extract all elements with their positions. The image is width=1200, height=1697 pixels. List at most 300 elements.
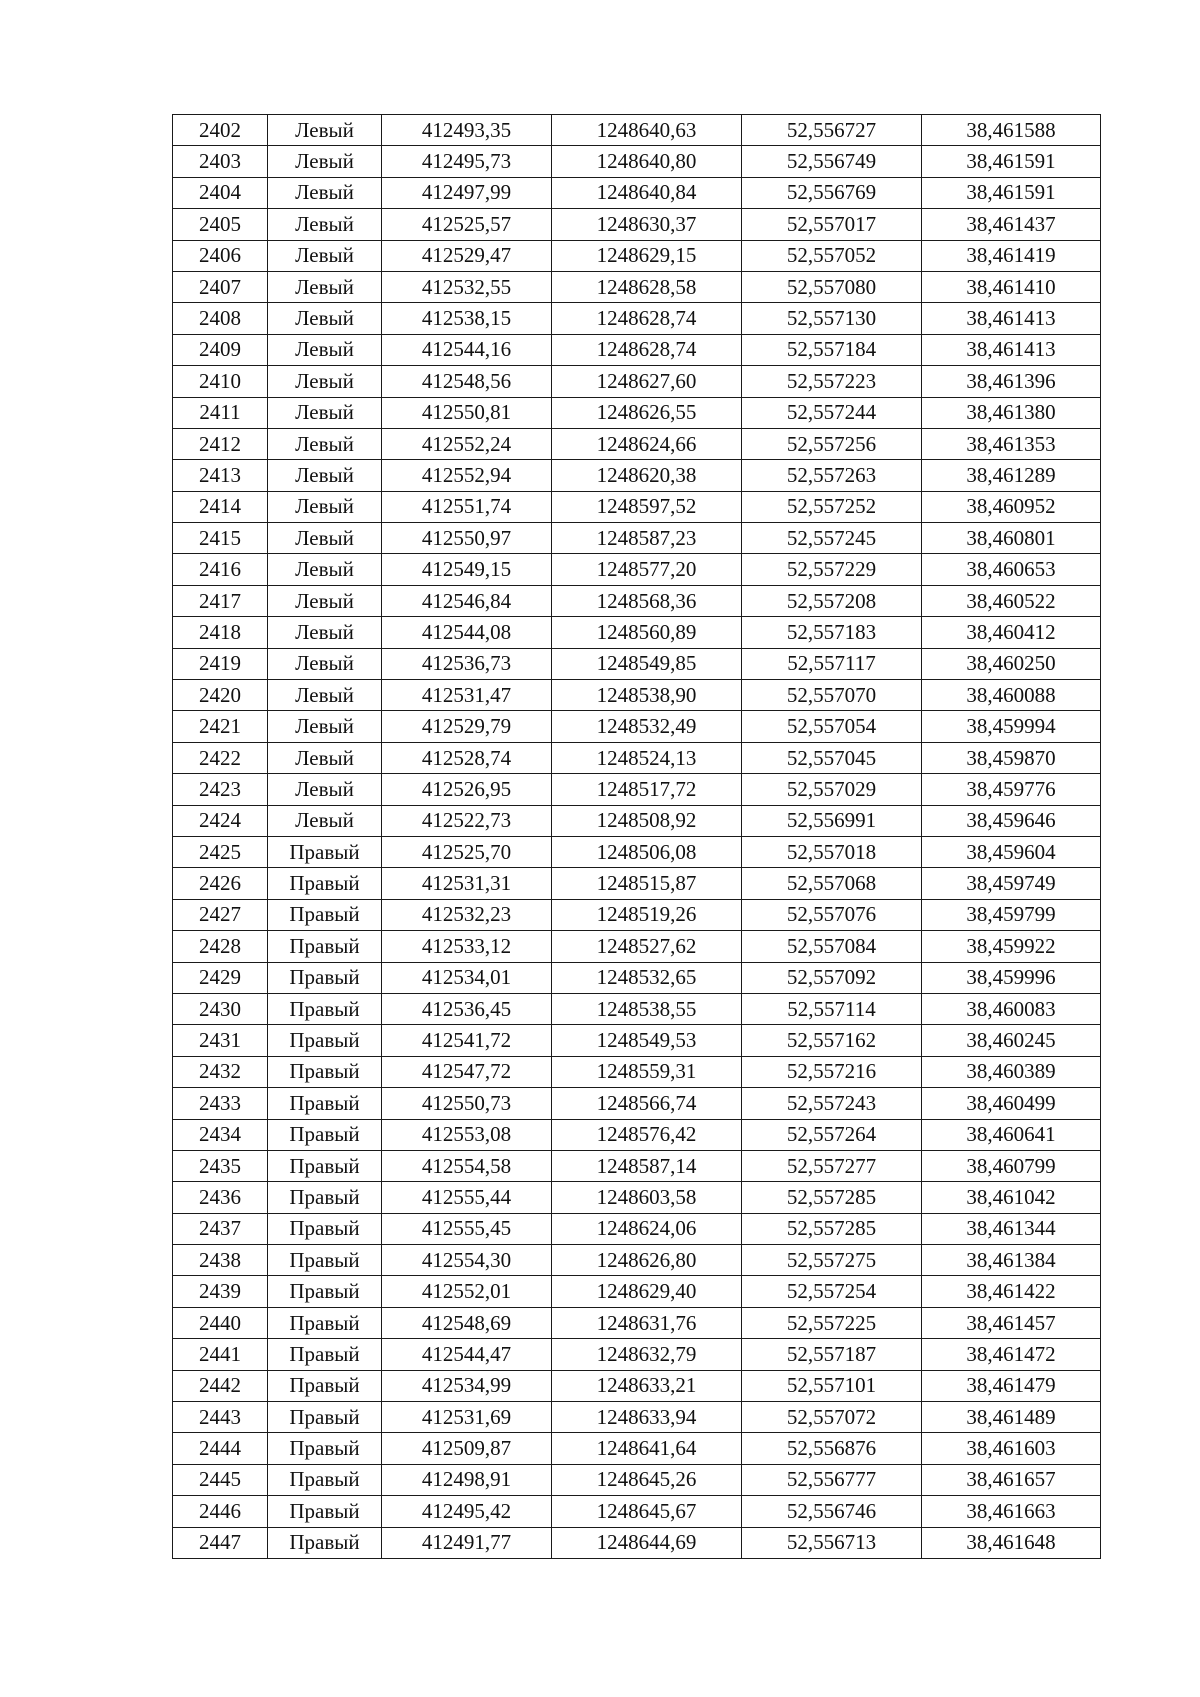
- side-cell: Правый: [268, 1119, 382, 1150]
- longitude-cell: 38,459799: [922, 899, 1101, 930]
- point-number-cell: 2409: [173, 334, 268, 365]
- point-number-cell: 2415: [173, 523, 268, 554]
- y-coordinate-cell: 1248559,31: [552, 1056, 742, 1087]
- x-coordinate-cell: 412554,30: [382, 1245, 552, 1276]
- point-number-cell: 2420: [173, 680, 268, 711]
- longitude-cell: 38,460952: [922, 491, 1101, 522]
- point-number-cell: 2438: [173, 1245, 268, 1276]
- point-number-cell: 2427: [173, 899, 268, 930]
- table-row: [173, 1245, 1101, 1276]
- table-row: [173, 836, 1101, 867]
- x-coordinate-cell: 412547,72: [382, 1056, 552, 1087]
- longitude-cell: 38,459776: [922, 774, 1101, 805]
- point-number-cell: 2404: [173, 177, 268, 208]
- table-row: [173, 1119, 1101, 1150]
- latitude-cell: 52,557243: [742, 1088, 922, 1119]
- longitude-cell: 38,459994: [922, 711, 1101, 742]
- latitude-cell: 52,556769: [742, 177, 922, 208]
- table-row: [173, 240, 1101, 271]
- side-cell: Правый: [268, 931, 382, 962]
- y-coordinate-cell: 1248519,26: [552, 899, 742, 930]
- longitude-cell: 38,460499: [922, 1088, 1101, 1119]
- longitude-cell: 38,461657: [922, 1464, 1101, 1495]
- y-coordinate-cell: 1248626,55: [552, 397, 742, 428]
- point-number-cell: 2425: [173, 836, 268, 867]
- longitude-cell: 38,459604: [922, 836, 1101, 867]
- side-cell: Левый: [268, 303, 382, 334]
- y-coordinate-cell: 1248632,79: [552, 1339, 742, 1370]
- x-coordinate-cell: 412529,79: [382, 711, 552, 742]
- table-row: [173, 680, 1101, 711]
- x-coordinate-cell: 412555,44: [382, 1182, 552, 1213]
- latitude-cell: 52,557017: [742, 209, 922, 240]
- side-cell: Правый: [268, 962, 382, 993]
- x-coordinate-cell: 412522,73: [382, 805, 552, 836]
- x-coordinate-cell: 412544,47: [382, 1339, 552, 1370]
- longitude-cell: 38,459922: [922, 931, 1101, 962]
- table-row: [173, 397, 1101, 428]
- latitude-cell: 52,557117: [742, 648, 922, 679]
- longitude-cell: 38,460801: [922, 523, 1101, 554]
- latitude-cell: 52,557068: [742, 868, 922, 899]
- side-cell: Левый: [268, 460, 382, 491]
- x-coordinate-cell: 412491,77: [382, 1527, 552, 1558]
- side-cell: Правый: [268, 1088, 382, 1119]
- y-coordinate-cell: 1248628,74: [552, 334, 742, 365]
- point-number-cell: 2430: [173, 993, 268, 1024]
- table-row: [173, 115, 1101, 146]
- x-coordinate-cell: 412497,99: [382, 177, 552, 208]
- table-row: [173, 428, 1101, 459]
- latitude-cell: 52,557070: [742, 680, 922, 711]
- point-number-cell: 2414: [173, 491, 268, 522]
- longitude-cell: 38,461489: [922, 1402, 1101, 1433]
- point-number-cell: 2412: [173, 428, 268, 459]
- x-coordinate-cell: 412550,73: [382, 1088, 552, 1119]
- side-cell: Правый: [268, 1370, 382, 1401]
- x-coordinate-cell: 412534,01: [382, 962, 552, 993]
- table-row: [173, 1527, 1101, 1558]
- longitude-cell: 38,460389: [922, 1056, 1101, 1087]
- side-cell: Левый: [268, 428, 382, 459]
- table-row: [173, 491, 1101, 522]
- y-coordinate-cell: 1248508,92: [552, 805, 742, 836]
- side-cell: Правый: [268, 868, 382, 899]
- point-number-cell: 2419: [173, 648, 268, 679]
- table-row: [173, 868, 1101, 899]
- coordinates-table: [172, 114, 1101, 1559]
- point-number-cell: 2408: [173, 303, 268, 334]
- point-number-cell: 2436: [173, 1182, 268, 1213]
- point-number-cell: 2431: [173, 1025, 268, 1056]
- y-coordinate-cell: 1248633,94: [552, 1402, 742, 1433]
- table-row: [173, 523, 1101, 554]
- y-coordinate-cell: 1248628,58: [552, 271, 742, 302]
- longitude-cell: 38,461588: [922, 115, 1101, 146]
- latitude-cell: 52,557208: [742, 585, 922, 616]
- table-row: [173, 1496, 1101, 1527]
- latitude-cell: 52,557225: [742, 1307, 922, 1338]
- latitude-cell: 52,556749: [742, 146, 922, 177]
- side-cell: Левый: [268, 774, 382, 805]
- y-coordinate-cell: 1248506,08: [552, 836, 742, 867]
- side-cell: Правый: [268, 1527, 382, 1558]
- x-coordinate-cell: 412533,12: [382, 931, 552, 962]
- longitude-cell: 38,461648: [922, 1527, 1101, 1558]
- x-coordinate-cell: 412531,69: [382, 1402, 552, 1433]
- longitude-cell: 38,461472: [922, 1339, 1101, 1370]
- y-coordinate-cell: 1248624,66: [552, 428, 742, 459]
- side-cell: Левый: [268, 491, 382, 522]
- latitude-cell: 52,557264: [742, 1119, 922, 1150]
- side-cell: Левый: [268, 146, 382, 177]
- latitude-cell: 52,556727: [742, 115, 922, 146]
- side-cell: Левый: [268, 209, 382, 240]
- table-row: [173, 742, 1101, 773]
- point-number-cell: 2445: [173, 1464, 268, 1495]
- latitude-cell: 52,557183: [742, 617, 922, 648]
- table-row: [173, 1025, 1101, 1056]
- longitude-cell: 38,461384: [922, 1245, 1101, 1276]
- side-cell: Левый: [268, 805, 382, 836]
- coordinates-table-body: [173, 115, 1101, 1559]
- y-coordinate-cell: 1248644,69: [552, 1527, 742, 1558]
- table-row: [173, 899, 1101, 930]
- longitude-cell: 38,461422: [922, 1276, 1101, 1307]
- latitude-cell: 52,556713: [742, 1527, 922, 1558]
- side-cell: Правый: [268, 1150, 382, 1181]
- y-coordinate-cell: 1248524,13: [552, 742, 742, 773]
- latitude-cell: 52,557245: [742, 523, 922, 554]
- point-number-cell: 2406: [173, 240, 268, 271]
- side-cell: Левый: [268, 585, 382, 616]
- y-coordinate-cell: 1248640,63: [552, 115, 742, 146]
- table-row: [173, 648, 1101, 679]
- longitude-cell: 38,461591: [922, 177, 1101, 208]
- point-number-cell: 2442: [173, 1370, 268, 1401]
- point-number-cell: 2426: [173, 868, 268, 899]
- longitude-cell: 38,460653: [922, 554, 1101, 585]
- y-coordinate-cell: 1248587,14: [552, 1150, 742, 1181]
- side-cell: Правый: [268, 993, 382, 1024]
- table-row: [173, 1088, 1101, 1119]
- latitude-cell: 52,557080: [742, 271, 922, 302]
- side-cell: Правый: [268, 1496, 382, 1527]
- side-cell: Правый: [268, 1182, 382, 1213]
- longitude-cell: 38,461344: [922, 1213, 1101, 1244]
- y-coordinate-cell: 1248597,52: [552, 491, 742, 522]
- longitude-cell: 38,460522: [922, 585, 1101, 616]
- table-row: [173, 366, 1101, 397]
- x-coordinate-cell: 412554,58: [382, 1150, 552, 1181]
- longitude-cell: 38,460083: [922, 993, 1101, 1024]
- point-number-cell: 2444: [173, 1433, 268, 1464]
- point-number-cell: 2432: [173, 1056, 268, 1087]
- point-number-cell: 2433: [173, 1088, 268, 1119]
- point-number-cell: 2421: [173, 711, 268, 742]
- y-coordinate-cell: 1248633,21: [552, 1370, 742, 1401]
- x-coordinate-cell: 412493,35: [382, 115, 552, 146]
- table-row: [173, 711, 1101, 742]
- point-number-cell: 2435: [173, 1150, 268, 1181]
- point-number-cell: 2416: [173, 554, 268, 585]
- latitude-cell: 52,557101: [742, 1370, 922, 1401]
- x-coordinate-cell: 412536,73: [382, 648, 552, 679]
- y-coordinate-cell: 1248629,15: [552, 240, 742, 271]
- point-number-cell: 2441: [173, 1339, 268, 1370]
- side-cell: Левый: [268, 115, 382, 146]
- latitude-cell: 52,557256: [742, 428, 922, 459]
- x-coordinate-cell: 412541,72: [382, 1025, 552, 1056]
- table-row: [173, 177, 1101, 208]
- x-coordinate-cell: 412553,08: [382, 1119, 552, 1150]
- x-coordinate-cell: 412552,01: [382, 1276, 552, 1307]
- longitude-cell: 38,461042: [922, 1182, 1101, 1213]
- point-number-cell: 2418: [173, 617, 268, 648]
- table-row: [173, 554, 1101, 585]
- longitude-cell: 38,460412: [922, 617, 1101, 648]
- longitude-cell: 38,460245: [922, 1025, 1101, 1056]
- x-coordinate-cell: 412552,24: [382, 428, 552, 459]
- latitude-cell: 52,557092: [742, 962, 922, 993]
- x-coordinate-cell: 412550,97: [382, 523, 552, 554]
- longitude-cell: 38,461380: [922, 397, 1101, 428]
- x-coordinate-cell: 412548,56: [382, 366, 552, 397]
- point-number-cell: 2422: [173, 742, 268, 773]
- longitude-cell: 38,461419: [922, 240, 1101, 271]
- latitude-cell: 52,556777: [742, 1464, 922, 1495]
- point-number-cell: 2446: [173, 1496, 268, 1527]
- table-row: [173, 1150, 1101, 1181]
- y-coordinate-cell: 1248631,76: [552, 1307, 742, 1338]
- y-coordinate-cell: 1248630,37: [552, 209, 742, 240]
- longitude-cell: 38,461410: [922, 271, 1101, 302]
- x-coordinate-cell: 412498,91: [382, 1464, 552, 1495]
- y-coordinate-cell: 1248640,80: [552, 146, 742, 177]
- latitude-cell: 52,556991: [742, 805, 922, 836]
- longitude-cell: 38,460641: [922, 1119, 1101, 1150]
- latitude-cell: 52,557076: [742, 899, 922, 930]
- point-number-cell: 2434: [173, 1119, 268, 1150]
- x-coordinate-cell: 412525,70: [382, 836, 552, 867]
- point-number-cell: 2428: [173, 931, 268, 962]
- latitude-cell: 52,557162: [742, 1025, 922, 1056]
- y-coordinate-cell: 1248517,72: [552, 774, 742, 805]
- latitude-cell: 52,556876: [742, 1433, 922, 1464]
- point-number-cell: 2407: [173, 271, 268, 302]
- x-coordinate-cell: 412544,16: [382, 334, 552, 365]
- x-coordinate-cell: 412531,47: [382, 680, 552, 711]
- point-number-cell: 2402: [173, 115, 268, 146]
- table-row: [173, 1402, 1101, 1433]
- table-row: [173, 585, 1101, 616]
- longitude-cell: 38,460088: [922, 680, 1101, 711]
- side-cell: Левый: [268, 523, 382, 554]
- table-row: [173, 209, 1101, 240]
- x-coordinate-cell: 412536,45: [382, 993, 552, 1024]
- y-coordinate-cell: 1248624,06: [552, 1213, 742, 1244]
- point-number-cell: 2403: [173, 146, 268, 177]
- latitude-cell: 52,557285: [742, 1213, 922, 1244]
- x-coordinate-cell: 412538,15: [382, 303, 552, 334]
- side-cell: Левый: [268, 648, 382, 679]
- x-coordinate-cell: 412532,23: [382, 899, 552, 930]
- latitude-cell: 52,557285: [742, 1182, 922, 1213]
- longitude-cell: 38,459646: [922, 805, 1101, 836]
- point-number-cell: 2423: [173, 774, 268, 805]
- side-cell: Правый: [268, 1402, 382, 1433]
- latitude-cell: 52,557054: [742, 711, 922, 742]
- y-coordinate-cell: 1248577,20: [552, 554, 742, 585]
- side-cell: Правый: [268, 836, 382, 867]
- side-cell: Правый: [268, 1464, 382, 1495]
- longitude-cell: 38,461437: [922, 209, 1101, 240]
- x-coordinate-cell: 412495,73: [382, 146, 552, 177]
- y-coordinate-cell: 1248549,53: [552, 1025, 742, 1056]
- point-number-cell: 2447: [173, 1527, 268, 1558]
- side-cell: Левый: [268, 617, 382, 648]
- side-cell: Правый: [268, 1433, 382, 1464]
- y-coordinate-cell: 1248645,26: [552, 1464, 742, 1495]
- side-cell: Правый: [268, 1213, 382, 1244]
- y-coordinate-cell: 1248628,74: [552, 303, 742, 334]
- latitude-cell: 52,557018: [742, 836, 922, 867]
- latitude-cell: 52,557223: [742, 366, 922, 397]
- longitude-cell: 38,461413: [922, 303, 1101, 334]
- longitude-cell: 38,459996: [922, 962, 1101, 993]
- table-row: [173, 460, 1101, 491]
- x-coordinate-cell: 412550,81: [382, 397, 552, 428]
- point-number-cell: 2405: [173, 209, 268, 240]
- table-row: [173, 617, 1101, 648]
- y-coordinate-cell: 1248549,85: [552, 648, 742, 679]
- latitude-cell: 52,557263: [742, 460, 922, 491]
- side-cell: Правый: [268, 1276, 382, 1307]
- side-cell: Левый: [268, 742, 382, 773]
- latitude-cell: 52,557084: [742, 931, 922, 962]
- table-row: [173, 1276, 1101, 1307]
- y-coordinate-cell: 1248640,84: [552, 177, 742, 208]
- latitude-cell: 52,557072: [742, 1402, 922, 1433]
- y-coordinate-cell: 1248603,58: [552, 1182, 742, 1213]
- side-cell: Правый: [268, 1056, 382, 1087]
- point-number-cell: 2439: [173, 1276, 268, 1307]
- table-row: [173, 1433, 1101, 1464]
- x-coordinate-cell: 412551,74: [382, 491, 552, 522]
- y-coordinate-cell: 1248620,38: [552, 460, 742, 491]
- latitude-cell: 52,557130: [742, 303, 922, 334]
- y-coordinate-cell: 1248515,87: [552, 868, 742, 899]
- longitude-cell: 38,461396: [922, 366, 1101, 397]
- table-row: [173, 1464, 1101, 1495]
- longitude-cell: 38,461591: [922, 146, 1101, 177]
- x-coordinate-cell: 412528,74: [382, 742, 552, 773]
- x-coordinate-cell: 412549,15: [382, 554, 552, 585]
- side-cell: Правый: [268, 1025, 382, 1056]
- x-coordinate-cell: 412495,42: [382, 1496, 552, 1527]
- x-coordinate-cell: 412509,87: [382, 1433, 552, 1464]
- point-number-cell: 2429: [173, 962, 268, 993]
- table-row: [173, 993, 1101, 1024]
- latitude-cell: 52,557184: [742, 334, 922, 365]
- latitude-cell: 52,557254: [742, 1276, 922, 1307]
- point-number-cell: 2410: [173, 366, 268, 397]
- longitude-cell: 38,461413: [922, 334, 1101, 365]
- latitude-cell: 52,557029: [742, 774, 922, 805]
- latitude-cell: 52,557277: [742, 1150, 922, 1181]
- point-number-cell: 2417: [173, 585, 268, 616]
- table-row: [173, 1182, 1101, 1213]
- longitude-cell: 38,459749: [922, 868, 1101, 899]
- y-coordinate-cell: 1248538,90: [552, 680, 742, 711]
- table-row: [173, 1307, 1101, 1338]
- y-coordinate-cell: 1248532,65: [552, 962, 742, 993]
- y-coordinate-cell: 1248629,40: [552, 1276, 742, 1307]
- longitude-cell: 38,461457: [922, 1307, 1101, 1338]
- point-number-cell: 2437: [173, 1213, 268, 1244]
- side-cell: Левый: [268, 366, 382, 397]
- table-row: [173, 1213, 1101, 1244]
- table-row: [173, 334, 1101, 365]
- point-number-cell: 2443: [173, 1402, 268, 1433]
- x-coordinate-cell: 412525,57: [382, 209, 552, 240]
- table-row: [173, 1339, 1101, 1370]
- table-row: [173, 1056, 1101, 1087]
- side-cell: Левый: [268, 680, 382, 711]
- y-coordinate-cell: 1248527,62: [552, 931, 742, 962]
- y-coordinate-cell: 1248538,55: [552, 993, 742, 1024]
- side-cell: Правый: [268, 1339, 382, 1370]
- y-coordinate-cell: 1248645,67: [552, 1496, 742, 1527]
- side-cell: Правый: [268, 1307, 382, 1338]
- y-coordinate-cell: 1248641,64: [552, 1433, 742, 1464]
- x-coordinate-cell: 412531,31: [382, 868, 552, 899]
- point-number-cell: 2440: [173, 1307, 268, 1338]
- latitude-cell: 52,557187: [742, 1339, 922, 1370]
- x-coordinate-cell: 412548,69: [382, 1307, 552, 1338]
- longitude-cell: 38,459870: [922, 742, 1101, 773]
- latitude-cell: 52,557216: [742, 1056, 922, 1087]
- latitude-cell: 52,557052: [742, 240, 922, 271]
- latitude-cell: 52,557275: [742, 1245, 922, 1276]
- x-coordinate-cell: 412526,95: [382, 774, 552, 805]
- point-number-cell: 2424: [173, 805, 268, 836]
- longitude-cell: 38,461663: [922, 1496, 1101, 1527]
- y-coordinate-cell: 1248587,23: [552, 523, 742, 554]
- latitude-cell: 52,556746: [742, 1496, 922, 1527]
- latitude-cell: 52,557045: [742, 742, 922, 773]
- x-coordinate-cell: 412534,99: [382, 1370, 552, 1401]
- x-coordinate-cell: 412546,84: [382, 585, 552, 616]
- point-number-cell: 2413: [173, 460, 268, 491]
- point-number-cell: 2411: [173, 397, 268, 428]
- table-row: [173, 774, 1101, 805]
- y-coordinate-cell: 1248627,60: [552, 366, 742, 397]
- y-coordinate-cell: 1248576,42: [552, 1119, 742, 1150]
- table-row: [173, 962, 1101, 993]
- x-coordinate-cell: 412532,55: [382, 271, 552, 302]
- x-coordinate-cell: 412544,08: [382, 617, 552, 648]
- x-coordinate-cell: 412529,47: [382, 240, 552, 271]
- side-cell: Левый: [268, 271, 382, 302]
- table-row: [173, 805, 1101, 836]
- side-cell: Левый: [268, 177, 382, 208]
- side-cell: Левый: [268, 397, 382, 428]
- side-cell: Левый: [268, 240, 382, 271]
- side-cell: Левый: [268, 554, 382, 585]
- latitude-cell: 52,557229: [742, 554, 922, 585]
- longitude-cell: 38,461289: [922, 460, 1101, 491]
